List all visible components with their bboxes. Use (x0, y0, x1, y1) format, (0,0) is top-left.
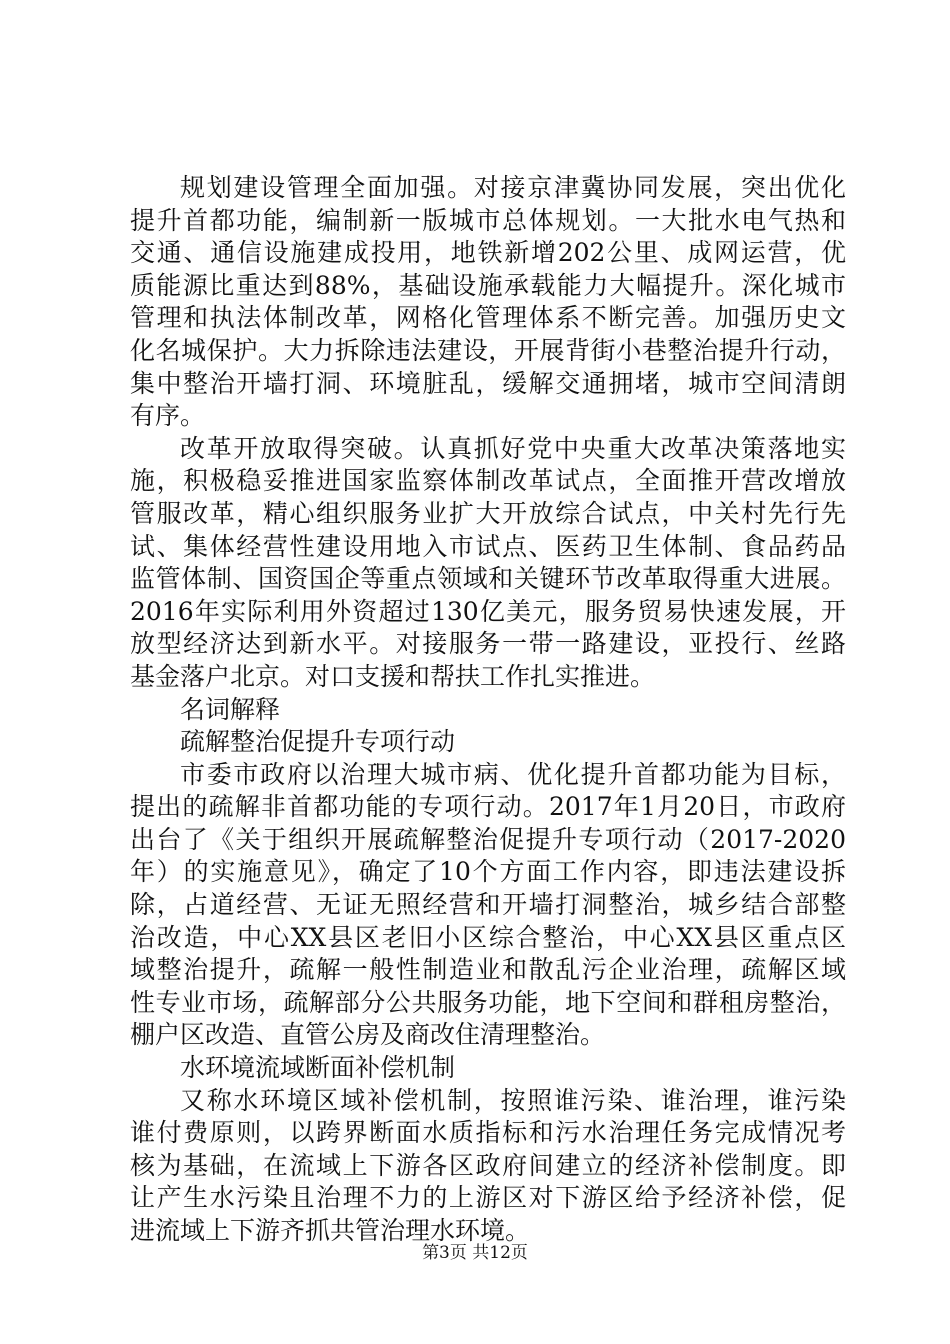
paragraph-line: 试、集体经营性建设用地入市试点、医药卫生体制、食品药品 (130, 531, 846, 561)
paragraph-line: 管理和执法体制改革，网格化管理体系不断完善。加强历史文 (130, 303, 846, 333)
paragraph-line: 出台了《关于组织开展疏解整治促提升专项行动（2017-2020 (130, 824, 846, 854)
paragraph-line: 有序。 (130, 401, 206, 431)
paragraph-line: 规划建设管理全面加强。对接京津冀协同发展，突出优化 (180, 173, 846, 202)
paragraph-line: 谁付费原则，以跨界断面水质指标和污水治理任务完成情况考 (130, 1118, 846, 1148)
paragraph-line: 又称水环境区域补偿机制，按照谁污染、谁治理，谁污染 (180, 1085, 846, 1115)
paragraph-line: 施，积极稳妥推进国家监察体制改革试点，全面推开营改增放 (130, 466, 846, 496)
term-heading: 水环境流域断面补偿机制 (180, 1053, 456, 1083)
paragraph-line: 交通、通信设施建成投用，地铁新增202公里、成网运营，优 (130, 238, 846, 268)
term-heading: 疏解整治促提升专项行动 (180, 727, 456, 757)
paragraph-line: 年）的实施意见》，确定了10个方面工作内容，即违法建设拆 (130, 857, 846, 887)
paragraph-line: 化名城保护。大力拆除违法建设，开展背街小巷整治提升行动， (130, 335, 846, 365)
paragraph-line: 除，占道经营、无证无照经营和开墙打洞整治，城乡结合部整 (130, 890, 846, 920)
paragraph-line: 让产生水污染且治理不力的上游区对下游区给予经济补偿，促 (130, 1183, 846, 1213)
paragraph-line: 性专业市场，疏解部分公共服务功能，地下空间和群租房整治， (130, 987, 846, 1017)
paragraph-line: 棚户区改造、直管公房及商改住清理整治。 (130, 1020, 606, 1050)
document-body (130, 172, 846, 1248)
paragraph-line: 放型经济达到新水平。对接服务一带一路建设，亚投行、丝路 (130, 629, 846, 659)
page-number-footer: 第3页 共12页 (422, 1243, 528, 1263)
paragraph-line: 域整治提升，疏解一般性制造业和散乱污企业治理，疏解区域 (130, 955, 846, 985)
paragraph-line: 核为基础，在流域上下游各区政府间建立的经济补偿制度。即 (130, 1150, 846, 1180)
paragraph-line: 改革开放取得突破。认真抓好党中央重大改革决策落地实 (180, 433, 846, 463)
paragraph-line: 治改造，中心XX县区老旧小区综合整治，中心XX县区重点区 (130, 922, 846, 952)
paragraph-line: 监管体制、国资国企等重点领域和关键环节改革取得重大进展。 (130, 564, 846, 594)
paragraph-line: 基金落户北京。对口支援和帮扶工作扎实推进。 (130, 661, 656, 691)
paragraph-line: 提升首都功能，编制新一版城市总体规划。一大批水电气热和 (130, 205, 846, 235)
paragraph-line: 提出的疏解非首都功能的专项行动。2017年1月20日，市政府 (130, 792, 846, 822)
paragraph-line: 集中整治开墙打洞、环境脏乱，缓解交通拥堵，城市空间清朗 (130, 368, 846, 398)
paragraph-line: 2016年实际利用外资超过130亿美元，服务贸易快速发展，开 (130, 596, 846, 626)
paragraph-line: 市委市政府以治理大城市病、优化提升首都功能为目标， (180, 759, 846, 789)
paragraph-line: 管服改革，精心组织服务业扩大开放综合试点，中关村先行先 (130, 498, 846, 528)
paragraph-line: 进流域上下游齐抓共管治理水环境。 (130, 1216, 531, 1245)
paragraph-line: 质能源比重达到88%，基础设施承载能力大幅提升。深化城市 (130, 270, 846, 300)
section-heading: 名词解释 (180, 694, 281, 724)
